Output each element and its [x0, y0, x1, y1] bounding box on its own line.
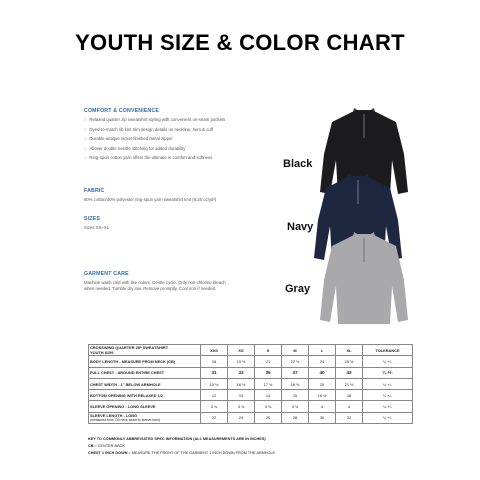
table-cell: 21: [255, 356, 282, 367]
table-cell: ¼ +/-: [363, 356, 413, 367]
row-label: CHEST WIDTH - 1" BELOW ARMHOLE: [89, 378, 201, 389]
color-label-black: Black: [283, 158, 313, 170]
table-cell: 4: [309, 401, 336, 412]
care-text: Machine wash cold with like colors. Gentle cycle. Only non-chlorine bleach when needed. Tumble dry low. Remove promptly. Cool iron if needed.: [84, 280, 226, 291]
table-cell: 18 ½: [282, 378, 309, 389]
comfort-heading: COMFORT & CONVENIENCE: [84, 108, 160, 114]
header-cell: XL: [336, 345, 363, 356]
size-chart-table: [88, 344, 413, 424]
table-cell: 21 ½: [336, 378, 363, 389]
header-cell: XS: [228, 345, 255, 356]
table-cell: 14: [255, 390, 282, 401]
table-cell: ¼ +/-: [363, 378, 413, 389]
row-label: BODY LENGTH - MEASURE FROM NECK (CB): [89, 356, 201, 367]
table-cell: 15: [282, 390, 309, 401]
fabric-text: 60% cotton/40% polyester ring-spun yarn sweatshirt knit (8.26 oz/yd²): [84, 197, 217, 202]
sizes-section: [84, 216, 109, 231]
table-body: [89, 356, 413, 424]
comfort-bullet: □ Relaxed quarter zip sweatshirt styling with convenient on-seam pockets: [84, 117, 226, 122]
table-cell: ¼ +/-: [363, 412, 413, 423]
key-cb: CB = CENTER BACK: [88, 444, 125, 449]
header-cell: M: [282, 345, 309, 356]
table-cell: 13: [228, 390, 255, 401]
size-chart: [88, 344, 412, 424]
comfort-section: [84, 108, 225, 165]
table-cell: 33: [228, 367, 255, 378]
table-row: [89, 356, 413, 367]
row-label: FULL CHEST - AROUND ENTIRE CHEST: [89, 367, 201, 378]
bullet-mark-icon: □: [84, 126, 87, 132]
table-cell: 3 ¾: [201, 401, 228, 412]
bullet-mark-icon: □: [84, 136, 87, 142]
bullet-mark-icon: □: [84, 155, 87, 161]
table-cell: 24: [228, 412, 255, 423]
gray-sweatshirt-image: [318, 228, 410, 328]
table-row: [89, 378, 413, 389]
table-cell: 17 ½: [255, 378, 282, 389]
table-cell: 3 ¾: [228, 401, 255, 412]
sizes-heading: SIZES: [84, 216, 100, 222]
comfort-bullet: □ Durable antique nickel-finished metal zipper: [84, 136, 173, 142]
table-cell: 18: [201, 356, 228, 367]
table-cell: 37: [282, 367, 309, 378]
table-cell: 25 ½: [336, 356, 363, 367]
comfort-bullet: □ Dyed-to-match rib knit trim design details on neckline, hem & cuff: [84, 126, 214, 132]
table-cell: 30: [309, 412, 336, 423]
header-cell: S: [255, 345, 282, 356]
comfort-bullet: □ Ring-spun cotton yarn offers the ultimate in comfort and softness: [84, 155, 213, 161]
table-cell: ¼ +/-: [363, 401, 413, 412]
table-cell: ¼ +/-: [363, 390, 413, 401]
table-cell: 40: [309, 367, 336, 378]
table-cell: 31: [201, 367, 228, 378]
spec-key: [88, 436, 418, 458]
fabric-section: [84, 188, 216, 203]
table-cell: 32: [336, 412, 363, 423]
table-cell: 19 ½: [228, 356, 255, 367]
care-heading: GARMENT CARE: [84, 271, 129, 277]
table-row: [89, 367, 413, 378]
table-cell: 4: [336, 401, 363, 412]
table-cell: 3 ¾: [282, 401, 309, 412]
page-title: YOUTH SIZE & COLOR CHART: [75, 30, 405, 55]
table-cell: 3 ¾: [255, 401, 282, 412]
table-cell: 18: [336, 390, 363, 401]
table-cell: 28: [282, 412, 309, 423]
table-cell: 26: [255, 412, 282, 423]
table-cell: 24: [309, 356, 336, 367]
header-cell: TOLERANCE: [363, 345, 413, 356]
table-row: [89, 412, 413, 423]
row-label: SLEEVE LENGTH - LONG (measured from CB neck seam to sleeve hem): [89, 412, 201, 423]
key-chest: CHEST 1 INCH DOWN = MEASURE THE FRONT OF THE GARMENT 1 INCH DOWN FROM THE ARMHOLE: [88, 451, 276, 456]
table-title-cell: CROSSWIND QUARTER ZIP SWEATSHIRT YOUTH 8159: [89, 345, 201, 356]
table-cell: 43: [336, 367, 363, 378]
bullet-mark-icon: □: [84, 117, 87, 122]
row-label: SLEEVE OPENING - LONG SLEEVE: [89, 401, 201, 412]
row-label: BOTTOM OPENING WITH RELAXED 1/2: [89, 390, 201, 401]
color-label-gray: Gray: [285, 283, 311, 295]
table-row: [89, 390, 413, 401]
header-cell: XXS: [201, 345, 228, 356]
table-cell: 22 ½: [282, 356, 309, 367]
table-header-row: [89, 345, 413, 356]
table-row: [89, 401, 413, 412]
fabric-heading: FABRIC: [84, 188, 105, 194]
table-cell: 15 ½: [201, 378, 228, 389]
table-cell: ¼ +/-: [363, 367, 413, 378]
header-cell: L: [309, 345, 336, 356]
table-cell: 16 ½: [309, 390, 336, 401]
color-label-navy: Navy: [287, 221, 314, 233]
comfort-bullet: □ Allover double needle stitching for added durability: [84, 145, 186, 151]
table-cell: 35: [255, 367, 282, 378]
key-heading: KEY TO COMMONLY ABBREVIATED SPEC INFORMATION (ALL MEASUREMENTS ARE IN INCHES): [88, 437, 266, 441]
table-cell: 22: [201, 412, 228, 423]
table-cell: 20: [309, 378, 336, 389]
table-cell: 16 ½: [228, 378, 255, 389]
bullet-mark-icon: □: [84, 145, 87, 151]
table-cell: 12: [201, 390, 228, 401]
sizes-text: Sizes XS–XL: [84, 225, 110, 230]
care-section: [84, 271, 234, 291]
